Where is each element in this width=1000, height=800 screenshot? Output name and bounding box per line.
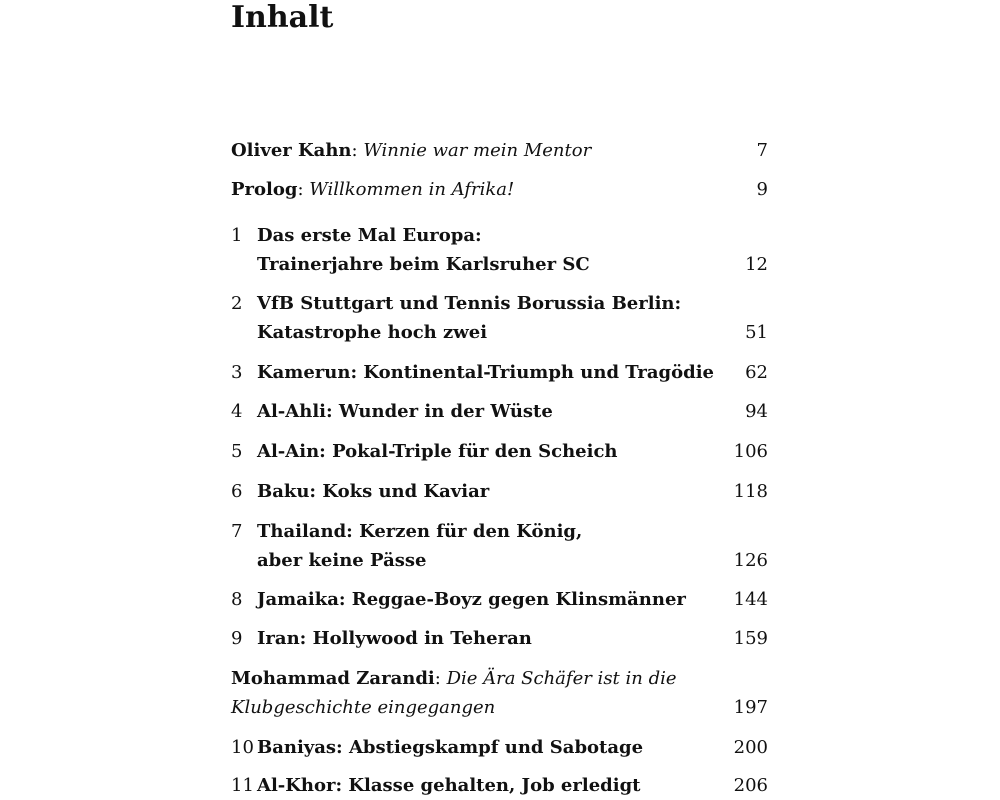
toc-chapter-title: Thailand: Kerzen für den König, (257, 521, 583, 542)
toc-chapter-title: Kamerun: Kontinental-Triumph und Tragödie (257, 362, 715, 383)
toc-entry-chapter-4[interactable] (231, 397, 768, 426)
toc-entry-chapter-7[interactable] (231, 517, 768, 575)
toc-chapter-number: 10 (231, 737, 254, 758)
toc-author: Oliver Kahn (231, 140, 352, 161)
toc-page-number: 94 (745, 401, 768, 422)
toc-entry-chapter-11[interactable] (231, 771, 768, 800)
toc-chapter-title: Baku: Koks und Kaviar (257, 481, 490, 502)
toc-chapter-number: 4 (231, 401, 243, 422)
toc-entry-text (231, 664, 768, 693)
toc-separator: : (297, 179, 304, 200)
toc-chapter-title-cont: Katastrophe hoch zwei (257, 322, 488, 343)
toc-page-number: 62 (745, 362, 768, 383)
toc-chapter-title: Al-Ahli: Wunder in der Wüste (257, 401, 553, 422)
toc-page-number: 51 (745, 322, 768, 343)
toc-chapter-number: 3 (231, 362, 243, 383)
toc-chapter-number: 6 (231, 481, 243, 502)
toc-chapter-number: 9 (231, 628, 243, 649)
toc-subtitle: Winnie war mein Mentor (363, 140, 592, 161)
toc-entry-chapter-9[interactable] (231, 624, 768, 653)
toc-page-number: 106 (733, 441, 768, 462)
toc-entry-text (231, 175, 768, 204)
toc-chapter-title-cont: aber keine Pässe (257, 550, 427, 571)
toc-chapter-number: 1 (231, 225, 243, 246)
toc-page-number: 144 (733, 589, 768, 610)
toc-page-number: 7 (756, 140, 768, 161)
toc-page-number: 118 (733, 481, 768, 502)
toc-chapter-number: 5 (231, 441, 243, 462)
toc-entry-chapter-1[interactable] (231, 221, 768, 279)
toc-subtitle: Willkommen in Afrika! (309, 179, 515, 200)
toc-chapter-title: Al-Ain: Pokal-Triple für den Scheich (257, 441, 618, 462)
toc-entry-chapter-10[interactable] (231, 733, 768, 762)
toc-page-number: 159 (733, 628, 768, 649)
toc-author: Mohammad Zarandi (231, 668, 435, 689)
toc-chapter-number: 7 (231, 521, 243, 542)
page-title: Inhalt (231, 0, 334, 35)
toc-chapter-title: VfB Stuttgart und Tennis Borussia Berlin: (257, 293, 682, 314)
toc-page-number: 197 (733, 697, 768, 718)
toc-entry-foreword[interactable] (231, 136, 768, 165)
toc-chapter-number: 8 (231, 589, 243, 610)
toc-entry-chapter-5[interactable] (231, 437, 768, 466)
toc-chapter-title: Al-Khor: Klasse gehalten, Job erledigt (257, 775, 641, 796)
toc-chapter-title: Baniyas: Abstiegskampf und Sabotage (257, 737, 644, 758)
toc-page-number: 12 (745, 254, 768, 275)
toc-chapter-title: Das erste Mal Europa: (257, 225, 482, 246)
toc-separator: : (434, 668, 441, 689)
toc-chapter-title: Jamaika: Reggae-Boyz gegen Klinsmänner (257, 589, 686, 610)
toc-page-number: 200 (733, 737, 768, 758)
toc-subtitle: Die Ära Schäfer ist in die (446, 668, 677, 689)
toc-entry-text (231, 136, 768, 165)
toc-chapter-title-cont: Trainerjahre beim Karlsruher SC (257, 254, 590, 275)
toc-entry-chapter-6[interactable] (231, 477, 768, 506)
toc-entry-interlude[interactable] (231, 664, 768, 722)
toc-entry-chapter-3[interactable] (231, 358, 768, 387)
toc-entry-chapter-2[interactable] (231, 289, 768, 347)
toc-separator: : (351, 140, 358, 161)
toc-page-number: 206 (733, 775, 768, 796)
toc-subtitle-cont: Klubgeschichte eingegangen (231, 697, 496, 718)
toc-chapter-number: 2 (231, 293, 243, 314)
toc-chapter-title: Iran: Hollywood in Teheran (257, 628, 532, 649)
toc-page-number: 126 (733, 550, 768, 571)
toc-entry-chapter-8[interactable] (231, 585, 768, 614)
toc-chapter-number: 11 (231, 775, 254, 796)
toc-page-number: 9 (756, 179, 768, 200)
toc-author: Prolog (231, 179, 298, 200)
toc-entry-prolog[interactable] (231, 175, 768, 204)
